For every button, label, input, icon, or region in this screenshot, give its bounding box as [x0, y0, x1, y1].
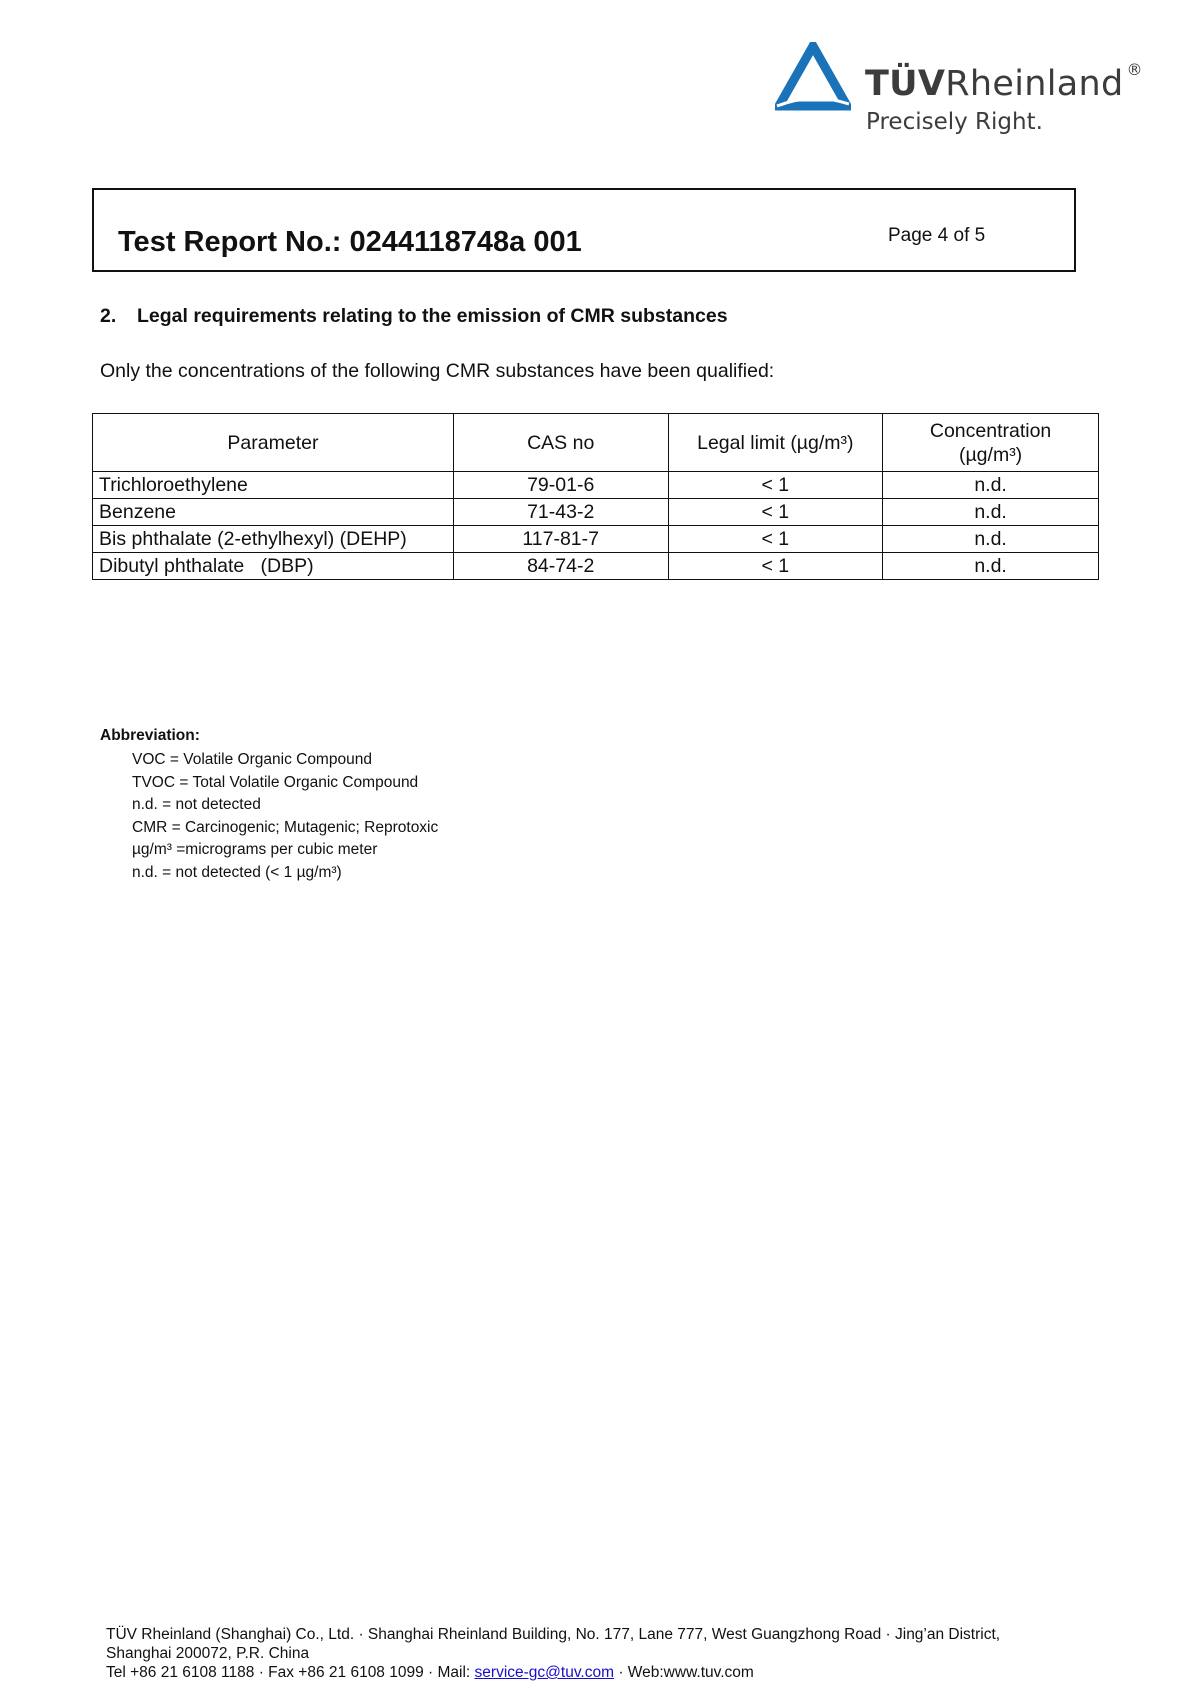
- footer-line1: TÜV Rheinland (Shanghai) Co., Ltd. · Shanghai Rheinland Building, No. 177, Lane 777, West Guangzhong Road · Jing’an District,: [106, 1626, 1001, 1643]
- abbreviation-title: Abbreviation:: [100, 727, 200, 744]
- section-number: 2.: [100, 305, 117, 327]
- cell-concentration: n.d.: [883, 472, 1099, 499]
- footer-mail-link[interactable]: service-gc@tuv.com: [474, 1664, 615, 1681]
- footer-contact: Tel +86 21 6108 1188 · Fax +86 21 6108 1099 · Mail:: [106, 1664, 475, 1681]
- brand-name: [865, 60, 1143, 104]
- cell-parameter: Dibutyl phthalate (DBP): [93, 553, 454, 580]
- abbreviation-block: [100, 727, 438, 884]
- cell-concentration: n.d.: [883, 499, 1099, 526]
- report-header-box: [92, 188, 1076, 272]
- cell-cas: 84-74-2: [453, 553, 668, 580]
- abbreviation-item: CMR = Carcinogenic; Mutagenic; Reprotoxic: [132, 818, 439, 836]
- table-row: [93, 526, 1099, 553]
- page-number: Page 4 of 5: [888, 225, 986, 246]
- cell-limit: < 1: [668, 499, 883, 526]
- abbreviation-item: TVOC = Total Volatile Organic Compound: [132, 773, 419, 791]
- cell-cas: 79-01-6: [453, 472, 668, 499]
- abbreviation-list: [100, 749, 438, 884]
- header-parameter: Parameter: [93, 414, 454, 472]
- brand-rest: Rheinland: [945, 64, 1124, 104]
- header-concentration: [883, 414, 1099, 472]
- abbreviation-item: n.d. = not detected (< 1 µg/m³): [132, 863, 342, 881]
- cell-parameter: Trichloroethylene: [93, 472, 454, 499]
- cell-limit: < 1: [668, 553, 883, 580]
- table-row: [93, 553, 1099, 580]
- abbreviation-item: n.d. = not detected: [132, 796, 261, 813]
- tuv-triangle-icon: [775, 42, 851, 112]
- cell-concentration: n.d.: [883, 553, 1099, 580]
- footer-line2: Shanghai 200072, P.R. China: [106, 1645, 310, 1662]
- header-cas: CAS no: [453, 414, 668, 472]
- footer: [106, 1625, 1000, 1682]
- cell-concentration: n.d.: [883, 526, 1099, 553]
- header-concentration-line1: Concentration: [929, 419, 1052, 442]
- cmr-table: [92, 413, 1099, 580]
- cell-parameter: Benzene: [93, 499, 454, 526]
- report-title: Test Report No.: 0244118748a 001: [118, 226, 582, 258]
- table-row: [93, 472, 1099, 499]
- cell-limit: < 1: [668, 526, 883, 553]
- table-header-row: [93, 414, 1099, 472]
- section-heading: [100, 305, 728, 328]
- footer-line3: [106, 1663, 1000, 1682]
- header-limit: Legal limit (µg/m³): [668, 414, 883, 472]
- cell-cas: 71-43-2: [453, 499, 668, 526]
- abbreviation-item: µg/m³ =micrograms per cubic meter: [132, 841, 378, 858]
- cell-parameter: Bis phthalate (2-ethylhexyl) (DEHP): [93, 526, 454, 553]
- abbreviation-item: VOC = Volatile Organic Compound: [132, 751, 372, 768]
- registered-mark: ®: [1126, 60, 1143, 79]
- table-row: [93, 499, 1099, 526]
- header-concentration-line2: (µg/m³): [958, 443, 1023, 466]
- cell-limit: < 1: [668, 472, 883, 499]
- section-title: Legal requirements relating to the emission of CMR substances: [137, 305, 728, 327]
- intro-text: Only the concentrations of the following CMR substances have been qualified:: [100, 360, 775, 382]
- tagline: Precisely Right.: [866, 109, 1043, 135]
- cell-cas: 117-81-7: [453, 526, 668, 553]
- tuv-logo: [775, 42, 1155, 142]
- brand-bold: TÜV: [865, 64, 946, 104]
- footer-web: · Web:www.tuv.com: [614, 1664, 754, 1681]
